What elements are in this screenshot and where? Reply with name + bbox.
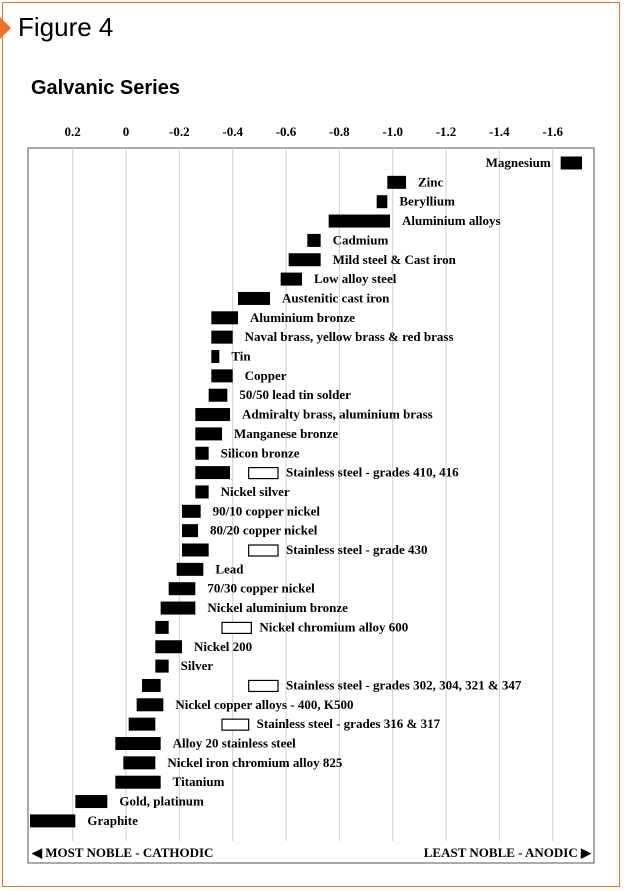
x-tick-label: 0.2	[64, 124, 81, 139]
bar	[182, 505, 201, 518]
x-tick-label: -1.0	[382, 124, 403, 139]
bar	[161, 602, 196, 615]
metal-label: Gold, platinum	[119, 793, 204, 809]
metal-label: Nickel silver	[220, 483, 290, 499]
bar	[238, 292, 270, 305]
metal-label: Nickel iron chromium alloy 825	[167, 754, 343, 770]
x-tick-label: 0	[122, 124, 130, 139]
bar	[155, 660, 168, 673]
passive-bar	[222, 719, 249, 730]
metal-label: Stainless steel - grade 430	[286, 542, 428, 557]
bar	[195, 427, 222, 440]
metal-label: Manganese bronze	[234, 425, 339, 441]
bar	[281, 273, 302, 286]
metal-label: Admiralty brass, aluminium brass	[242, 406, 433, 422]
metal-label: 90/10 copper nickel	[212, 503, 321, 519]
metal-label: Beryllium	[399, 193, 455, 209]
metal-label: Zinc	[418, 174, 444, 190]
bar	[209, 389, 228, 402]
footer-right-label: LEAST NOBLE - ANODIC ▶	[423, 845, 591, 860]
metal-label: Silver	[180, 658, 214, 674]
bar	[561, 157, 582, 170]
bar	[182, 544, 209, 557]
bar	[142, 679, 161, 692]
metal-label: Nickel aluminium bronze	[207, 600, 348, 616]
x-tick-label: -0.8	[329, 124, 350, 139]
x-tick-label: -1.4	[489, 124, 510, 139]
metal-label: Stainless steel - grades 316 & 317	[256, 716, 441, 732]
x-tick-label: -1.2	[435, 124, 457, 139]
metal-label: 50/50 lead tin solder	[239, 387, 351, 403]
bar	[30, 814, 75, 827]
bar	[182, 524, 198, 537]
bar	[329, 215, 390, 228]
bar	[211, 311, 238, 324]
x-tick-label: -0.4	[222, 124, 243, 139]
bar	[377, 195, 388, 208]
bar	[387, 176, 406, 189]
metal-label: Low alloy steel	[314, 271, 397, 287]
bar	[123, 756, 155, 769]
metal-label: Silicon bronze	[220, 445, 300, 461]
bar	[211, 369, 232, 382]
metal-label: Naval brass, yellow brass & red brass	[244, 329, 454, 345]
metal-label: Nickel copper alloys - 400, K500	[175, 696, 354, 712]
bar	[195, 408, 230, 421]
bar	[289, 253, 321, 266]
footer-left-label: ◀ MOST NOBLE - CATHODIC	[32, 845, 214, 860]
x-tick-labels	[65, 124, 564, 139]
metal-label: Aluminium bronze	[250, 309, 355, 325]
passive-bar	[222, 622, 251, 633]
passive-bar	[249, 545, 278, 556]
bar	[155, 640, 182, 653]
bar	[177, 563, 204, 576]
metal-label: Titanium	[172, 774, 225, 790]
bar	[195, 447, 208, 460]
bar	[137, 698, 164, 711]
metal-label: Magnesium	[485, 155, 551, 170]
metal-label: Aluminium alloys	[402, 213, 501, 229]
bar	[155, 621, 168, 634]
metal-label: Graphite	[87, 812, 138, 828]
metal-label: Mild steel & Cast iron	[332, 251, 456, 267]
bar	[211, 350, 219, 363]
metal-label: Austenitic cast iron	[282, 290, 390, 306]
bar	[169, 582, 196, 595]
metal-label: Alloy 20 stainless steel	[172, 735, 296, 751]
bar	[307, 234, 320, 247]
x-tick-label: -0.2	[169, 124, 190, 139]
passive-bar	[249, 680, 278, 691]
metal-label: Cadmium	[332, 232, 389, 248]
metal-label: Lead	[215, 561, 244, 577]
metal-label: 70/30 copper nickel	[207, 580, 315, 596]
metal-label: 80/20 copper nickel	[210, 522, 318, 538]
figure-label: Figure 4	[18, 12, 114, 42]
metal-label: Nickel chromium alloy 600	[259, 619, 409, 635]
x-tick-label: -0.6	[275, 124, 297, 139]
passive-bar	[249, 468, 278, 479]
bar	[115, 737, 160, 750]
bar	[195, 466, 230, 479]
metal-label: Stainless steel - grades 302, 304, 321 & 347	[286, 677, 522, 693]
metal-label: Stainless steel - grades 410, 416	[286, 464, 459, 480]
bar	[195, 485, 208, 498]
metal-label: Nickel 200	[194, 638, 253, 654]
chart-title: Galvanic Series	[31, 77, 180, 99]
bar	[75, 795, 107, 808]
metal-label: Tin	[231, 348, 251, 364]
bar	[115, 776, 160, 789]
x-tick-label: -1.6	[542, 124, 563, 139]
bar	[129, 718, 156, 731]
bar	[211, 331, 232, 344]
metal-label: Copper	[244, 367, 287, 383]
